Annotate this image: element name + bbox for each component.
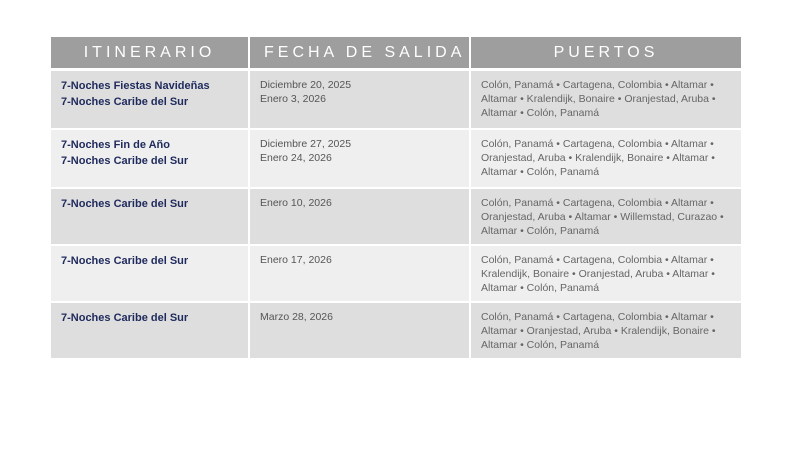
itinerary-cell [51, 71, 248, 130]
departure-date: Enero 3, 2026 [260, 93, 326, 105]
table-row [51, 189, 741, 246]
cruise-name: 7-Noches Caribe del Sur [61, 198, 189, 210]
ports-list: Colón, Panamá • Cartagena, Colombia • Altamar • Kralendijk, Bonaire • Oranjestad, Aruba • Altamar • Altamar • Colón, Panamá [481, 254, 715, 294]
itinerary-cell [51, 130, 248, 189]
departure-date: Enero 10, 2026 [260, 197, 332, 209]
itinerary-cell [51, 303, 248, 360]
table-header-row [51, 37, 741, 71]
header-puertos: PUERTOS [469, 37, 741, 71]
ports-list: Colón, Panamá • Cartagena, Colombia • Altamar • Altamar • Oranjestad, Aruba • Kralendijk, Bonaire • Altamar • Colón, Panamá [481, 311, 716, 351]
cruise-name: 7-Noches Caribe del Sur [61, 96, 189, 108]
cruise-name: 7-Noches Caribe del Sur [61, 255, 189, 267]
header-fecha-de-salida: FECHA DE SALIDA [248, 37, 469, 71]
departure-date: Enero 24, 2026 [260, 152, 332, 164]
ports-list: Colón, Panamá • Cartagena, Colombia • Altamar • Oranjestad, Aruba • Kralendijk, Bonaire • Altamar • Altamar • Colón, Panamá [481, 138, 715, 178]
itinerary-cell [51, 189, 248, 246]
table-row [51, 130, 741, 189]
departure-date-cell [248, 130, 469, 189]
departure-date-cell [248, 189, 469, 246]
itinerary-table [51, 37, 741, 360]
departure-date: Marzo 28, 2026 [260, 311, 333, 323]
cruise-name: 7-Noches Caribe del Sur [61, 312, 189, 324]
departure-date: Diciembre 20, 2025 [260, 79, 352, 91]
ports-cell [469, 130, 741, 189]
ports-list: Colón, Panamá • Cartagena, Colombia • Altamar • Altamar • Kralendijk, Bonaire • Oranjestad, Aruba • Altamar • Colón, Panamá [481, 79, 716, 119]
cruise-name: 7-Noches Caribe del Sur [61, 155, 189, 167]
ports-cell [469, 189, 741, 246]
table-row [51, 71, 741, 130]
ports-list: Colón, Panamá • Cartagena, Colombia • Altamar • Oranjestad, Aruba • Altamar • Willemstad, Curazao • Altamar • Colón, Panamá [481, 197, 724, 237]
departure-date-cell [248, 303, 469, 360]
ports-cell [469, 71, 741, 130]
table-row [51, 303, 741, 360]
table-row [51, 246, 741, 303]
itinerary-cell [51, 246, 248, 303]
cruise-name: 7-Noches Fin de Año [61, 139, 170, 151]
departure-date-cell [248, 246, 469, 303]
departure-date: Diciembre 27, 2025 [260, 138, 352, 150]
ports-cell [469, 246, 741, 303]
header-itinerario: ITINERARIO [51, 37, 248, 71]
departure-date: Enero 17, 2026 [260, 254, 332, 266]
departure-date-cell [248, 71, 469, 130]
cruise-name: 7-Noches Fiestas Navideñas [61, 80, 210, 92]
ports-cell [469, 303, 741, 360]
